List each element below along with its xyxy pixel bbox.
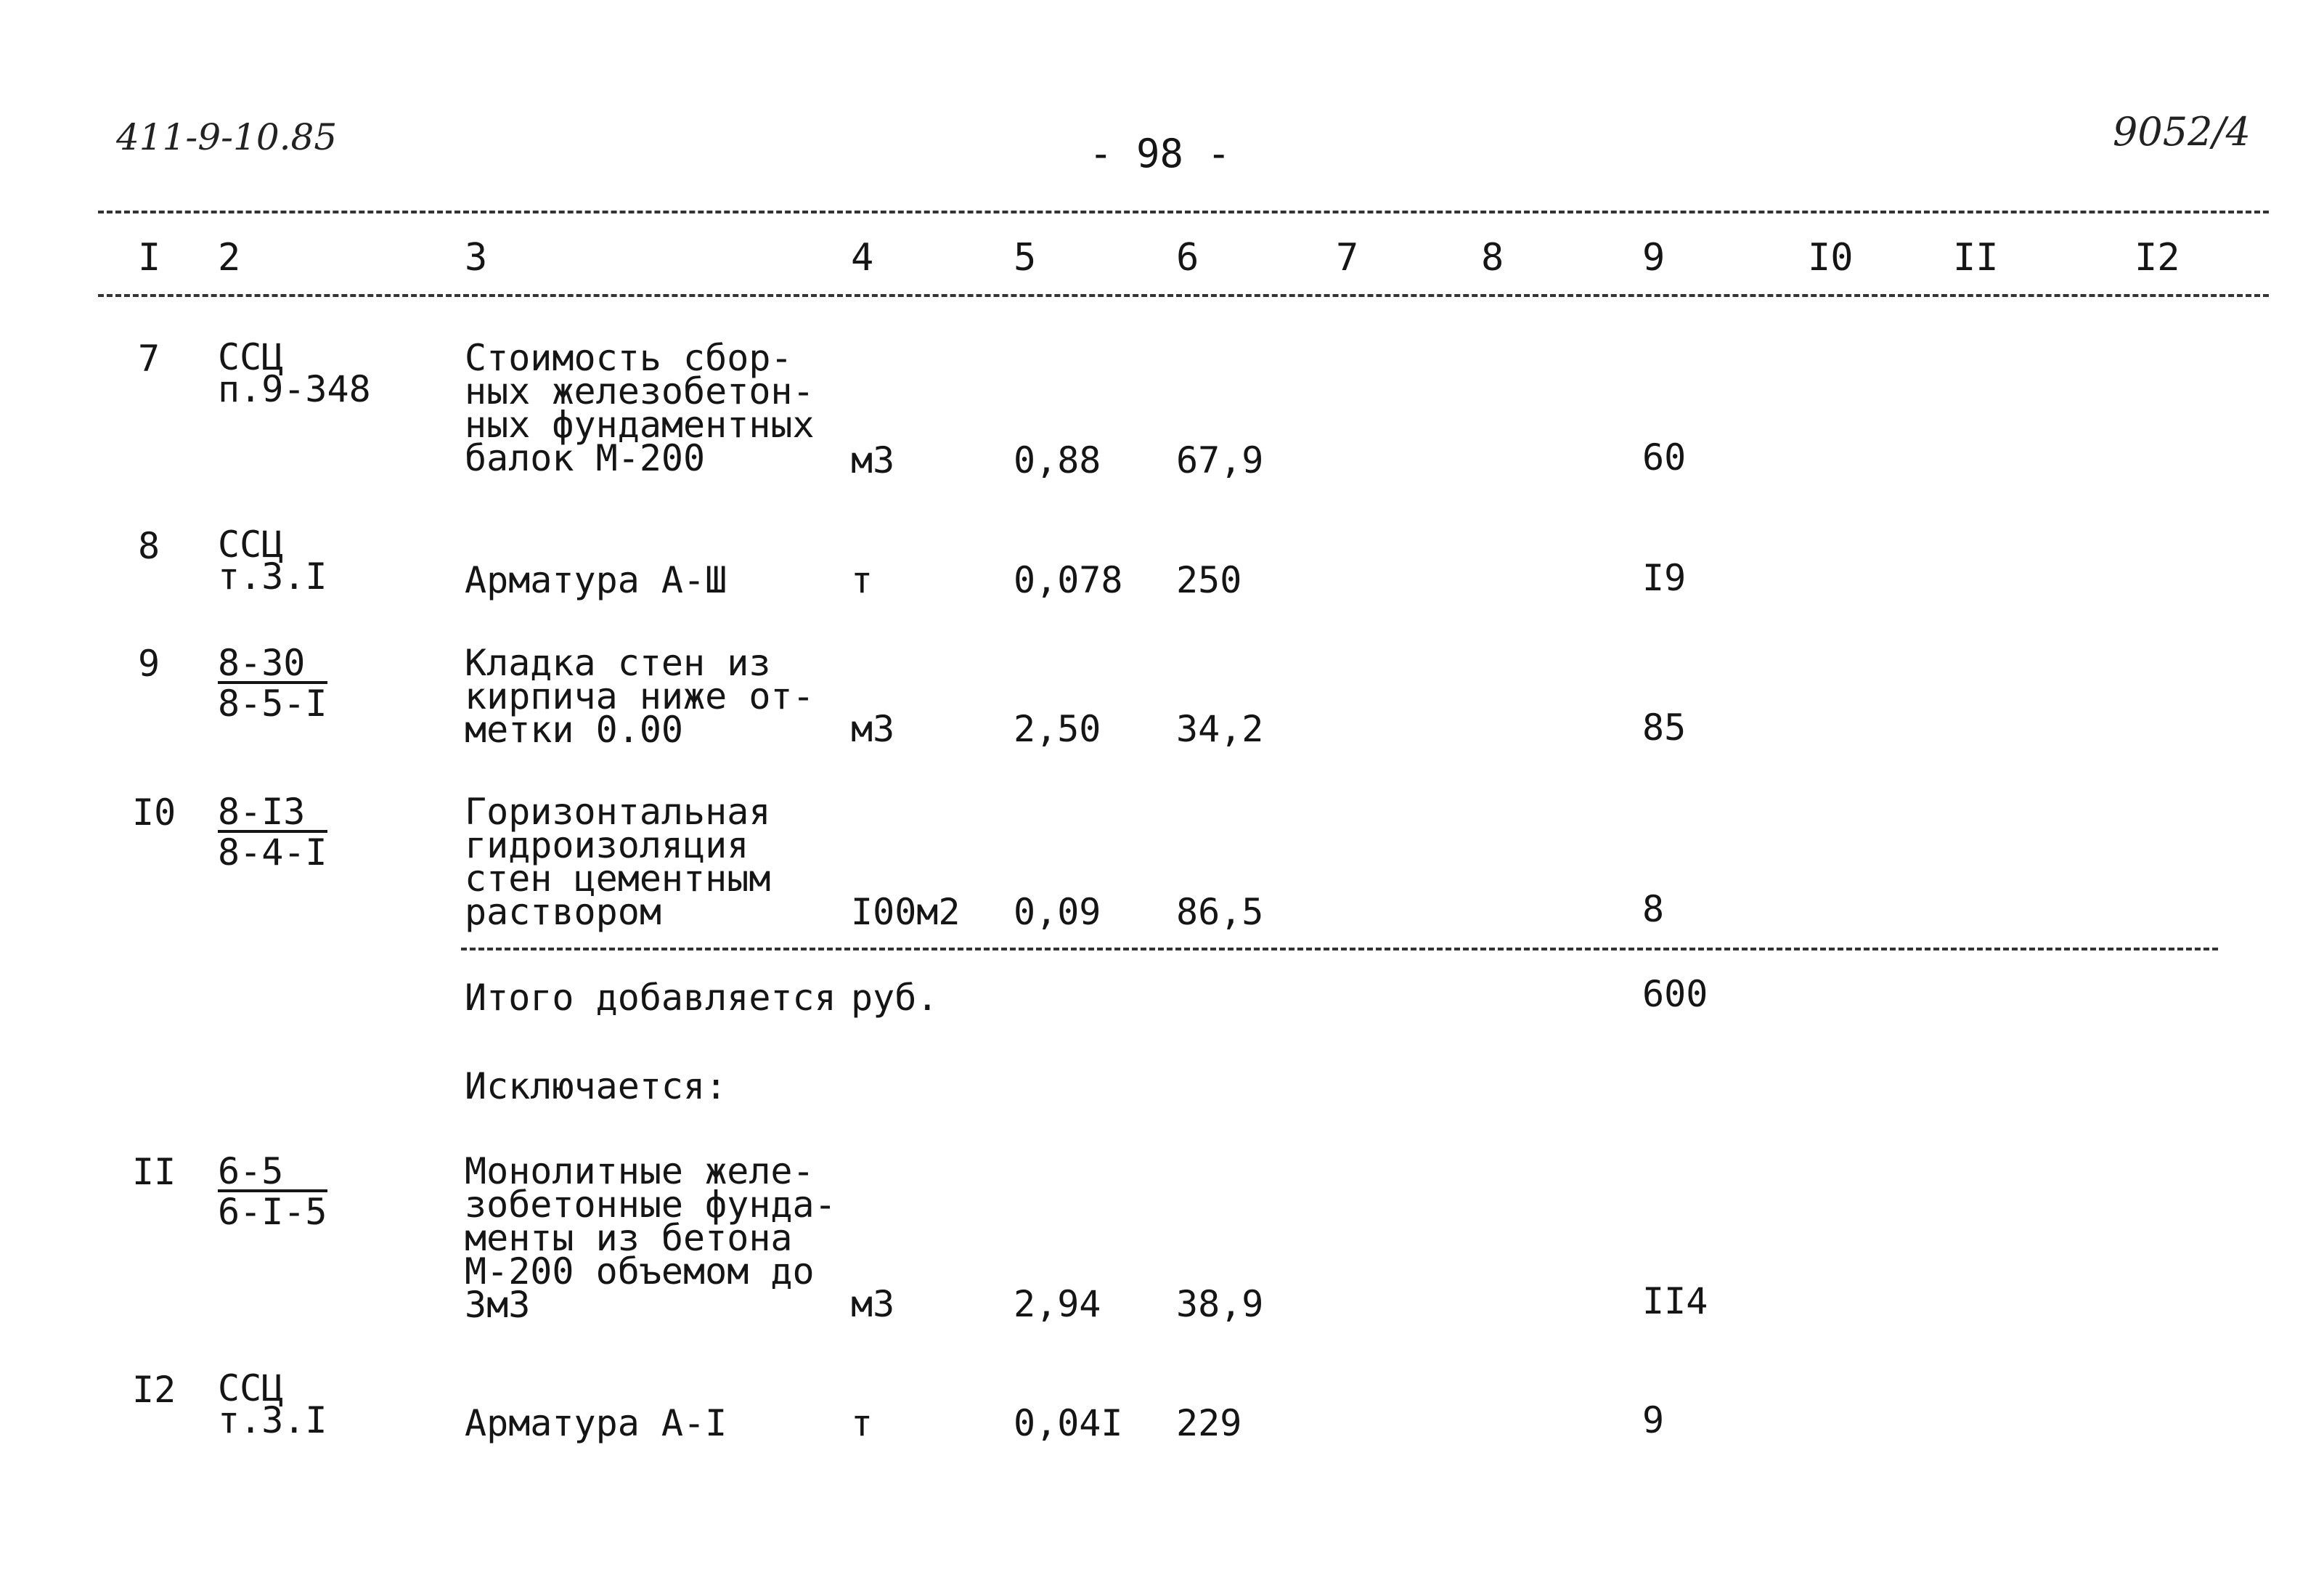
item-description: Арматура А-Ш (465, 559, 727, 601)
header-bottom-rule (98, 294, 2269, 297)
unit: м3 (851, 708, 895, 750)
document-code: 411-9-10.85 (116, 116, 338, 158)
item-description: Стоимость сбор- ных железобетон- ных фундаментных балок М-200 (465, 337, 815, 479)
total-cost: 9 (1642, 1399, 1665, 1441)
excluded-section-label: Исключается: (465, 1065, 727, 1107)
item-description: Монолитные желе- зобетонные фунда- менты из бетона М-200 объемом до 3м3 (465, 1150, 836, 1326)
unit: м3 (851, 1283, 895, 1325)
item-description: Кладка стен из кирпича ниже от- метки 0.00 (465, 642, 815, 751)
item-description: Арматура А-I (465, 1402, 727, 1444)
reference-fraction: $\frac{6-5}{6-I-5}$ (218, 1150, 327, 1233)
header-top-rule (98, 211, 2269, 213)
row-number: 8 (138, 525, 160, 567)
sheet-reference: 9052/4 (2113, 109, 2251, 155)
reference-code: ССЦ т.3.I (218, 524, 327, 598)
subtotal-unit: руб. (851, 977, 939, 1019)
column-header: 2 (218, 236, 241, 280)
row-number: 7 (138, 338, 160, 380)
total-cost: 8 (1642, 888, 1665, 930)
unit: м3 (851, 439, 895, 481)
quantity: 0,04I (1014, 1402, 1123, 1444)
subtotal-total: 600 (1642, 973, 1708, 1015)
reference-fraction: $\frac{8-30}{8-5-I}$ (218, 642, 327, 725)
column-header: 7 (1336, 236, 1359, 280)
column-header: 3 (465, 236, 488, 280)
unit-price: 38,9 (1176, 1283, 1264, 1325)
row-number: I2 (132, 1369, 176, 1411)
column-header: I2 (2135, 236, 2180, 280)
page-number: - 98 - (1089, 131, 1231, 176)
unit: I00м2 (851, 891, 961, 933)
unit-price: 250 (1176, 559, 1242, 601)
total-cost: 85 (1642, 707, 1687, 749)
column-header: I (138, 236, 161, 280)
column-header: II (1953, 236, 1999, 280)
unit-price: 34,2 (1176, 708, 1264, 750)
column-header: 5 (1014, 236, 1037, 280)
total-cost: II4 (1642, 1280, 1708, 1322)
column-header: 8 (1481, 236, 1504, 280)
quantity: 0,88 (1014, 439, 1101, 481)
subtotal-rule (461, 948, 2218, 950)
quantity: 0,078 (1014, 559, 1123, 601)
total-cost: I9 (1642, 557, 1687, 599)
item-description: Горизонтальная гидроизоляция стен цементным раствором (465, 791, 771, 933)
unit-price: 229 (1176, 1402, 1242, 1444)
unit-price: 86,5 (1176, 891, 1264, 933)
column-header: I0 (1808, 236, 1854, 280)
reference-code: ССЦ т.3.I (218, 1367, 327, 1441)
unit: т (851, 1402, 873, 1444)
unit: т (851, 559, 873, 601)
quantity: 2,50 (1014, 708, 1101, 750)
row-number: I0 (132, 791, 176, 834)
unit-price: 67,9 (1176, 439, 1264, 481)
column-header: 6 (1176, 236, 1199, 280)
total-cost: 60 (1642, 436, 1687, 479)
quantity: 2,94 (1014, 1283, 1101, 1325)
subtotal-label: Итого добавляется (465, 977, 836, 1019)
quantity: 0,09 (1014, 891, 1101, 933)
reference-fraction: $\frac{8-I3}{8-4-I}$ (218, 791, 327, 874)
column-header: 4 (851, 236, 874, 280)
column-header: 9 (1642, 236, 1665, 280)
row-number: 9 (138, 643, 160, 685)
row-number: II (132, 1151, 176, 1193)
reference-code: ССЦ п.9-348 (218, 336, 371, 410)
